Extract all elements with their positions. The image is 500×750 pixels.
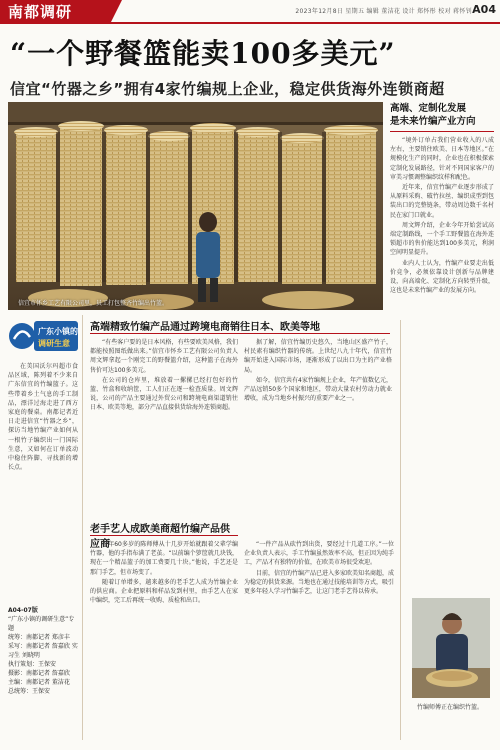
paragraph: “一件产品从砍竹到出货，要经过十几道工序。”一位企业负责人表示，手工竹编虽然效率不高，但正因为纯手工，产品才有独特的价值，在欧美市场很受欢迎。 [244,541,394,567]
sidebar-intro [8,362,78,602]
column-divider [82,315,83,740]
craftsman-photo [412,598,490,698]
portrait-caption: 竹编师傅正在编织竹篮。 [416,704,483,711]
paragraph: 业内人士认为，竹编产业要走出低价竞争，必须依靠设计创新与品牌建设，向高端化、定制化方向转型升级，这也是未来竹编产业的发展方向。 [390,259,494,295]
hero-caption: 信宜市怀乡工艺有限公司里，员工打包整齐竹编出竹篮。 [18,300,169,307]
credit-line: 执行策划：王保安 [8,661,57,668]
svg-text:广东小镇的: 广东小镇的 [38,327,78,336]
credit-line: 主编：南都记者 董洁花 [8,679,70,686]
paragraph: 今年60多岁的陈师傅从十几岁开始就跟着父辈学编竹器，他的手指布满了老茧。“以前编个箩筐就几块钱，现在一个精品篮子的加工费要几十块。”他说，手艺还是那门手艺，但市场变了。 [90,541,238,576]
right-column-title [390,102,494,128]
svg-text:调研生意: 调研生意 [38,339,70,348]
credit-line: A04-07版 [8,607,38,614]
hero-photo [8,102,383,310]
credit-line: 采写：南都记者 詹嘉欣 实习生 刘晓明 [8,643,78,659]
section1-col-right [244,338,392,558]
paragraph: 周文辉介绍，企业今年开始尝试高端定制路线，一个手工野餐篮在海外连锁超市的售价能达到100多美元，利润空间明显提升。 [390,221,494,257]
bamboo-baskets-photo [8,102,383,310]
paragraph: 随着订单增多，越来越多的老手艺人成为竹编企业的供应商。企业把原料和样品发到村里，由手艺人在家中编织，完工后再统一收购、质检和出口。 [90,578,238,605]
right-column-body [390,136,494,295]
credit-line: 总统筹：王保安 [8,688,51,695]
page-title: “一个野餐篮能卖100多美元” [10,37,396,70]
section-rule [90,333,390,334]
paragraph: “境外订单占我们营业收入的八成左右，主要销往欧美、日本等地区。”在规模化生产的同时，企业也在积极探索定制化发展路径，针对不同国家客户的审美习惯调整编织纹样和配色。 [390,137,494,181]
section2-col-left [90,540,238,745]
page-header [0,0,500,24]
credit-line: 摄影：南都记者 詹嘉欣 [8,670,70,677]
issue-meta: 2023年12月8日 星期五 编辑 董洁花 设计 郑怀彤 校对 蒋怀钊 [295,8,472,15]
page-number: A04 [472,3,496,16]
sidebar-paragraph: 在美国沃尔玛超市食品区域，陈列着不少来自广东信宜的竹编篮子。这些带着乡土气息的手工制品，漂洋过海走进了西方家庭的餐桌。南都记者近日走进信宜“竹器之乡”，探访当地竹编产业如何从一根竹子编织出一门国际生意，又如何在订单波动中稳住阵脚、寻找新的增长点。 [8,363,78,472]
credit-line: “广东小镇的调研生意”专题 [8,616,75,632]
paragraph: 据了解，信宜竹编历史悠久，当地山区盛产竹子，村民素有编织竹器的传统。上世纪八九十年代，信宜竹编开始进入国际市场，逐渐形成了以出口为主的产业格局。 [244,339,392,374]
section2-col-right [244,540,394,745]
section-tag: 南都调研 [0,0,110,24]
series-logo-icon [8,315,80,357]
section-rule [90,535,238,536]
title-rule [390,131,494,132]
paragraph: 如今，信宜共有4家竹编规上企业，年产值数亿元，产品远销50多个国家和地区，带动大量农村劳动力就业增收，成为当地乡村振兴的重要产业之一。 [244,376,392,403]
credits [8,606,78,696]
right-column [390,102,494,296]
column-logo [8,315,80,357]
credit-line: 统筹：南都记者 郑彦丰 [8,634,70,641]
column-divider [400,320,401,740]
paragraph: 目前，信宜的竹编产品已进入多家欧美知名商超，成为稳定的供货来源。当地也在通过技能培训等方式，吸引更多年轻人学习竹编手艺，让这门老手艺得以传承。 [244,569,394,596]
right-column-title-line: 是未来竹编产业方向 [390,116,476,127]
page-subtitle: 信宜“竹器之乡”拥有4家竹编规上企业，稳定供货海外连锁商超 [10,80,445,98]
section-heading-1: 高端精致竹编产品通过跨境电商销往日本、欧美等地 [90,322,320,333]
sidebar [8,315,78,696]
paragraph: 在公司的仓库里，堆放着一摞摞已经打包好的竹篮、竹盒和收纳筐，工人们正在逐一检查质量。周文辉说，公司的产品主要通过外贸公司和跨境电商渠道销往日本、欧美等地，部分产品直接供货给海外连锁商超。 [90,376,238,412]
paragraph: 近年来，信宜竹编产业逐步形成了从原料采购、破竹拉丝、编织成型到包装出口的完整链条，带动周边数千名村民在家门口就业。 [390,184,494,219]
right-column-title-line: 高端、定制化发展 [390,103,467,114]
portrait-photo [412,598,490,698]
section-heading-2: 老手艺人成欧美商超竹编产品供应商 [90,524,230,550]
paragraph: “有些客户要的是日本风格，有些要欧美风格，我们都能按照图纸做出来。”信宜市怀乡工艺有限公司负责人周文辉拿起一个刚完工的野餐篮介绍，这种篮子在海外售价可达100多美元。 [90,339,238,374]
